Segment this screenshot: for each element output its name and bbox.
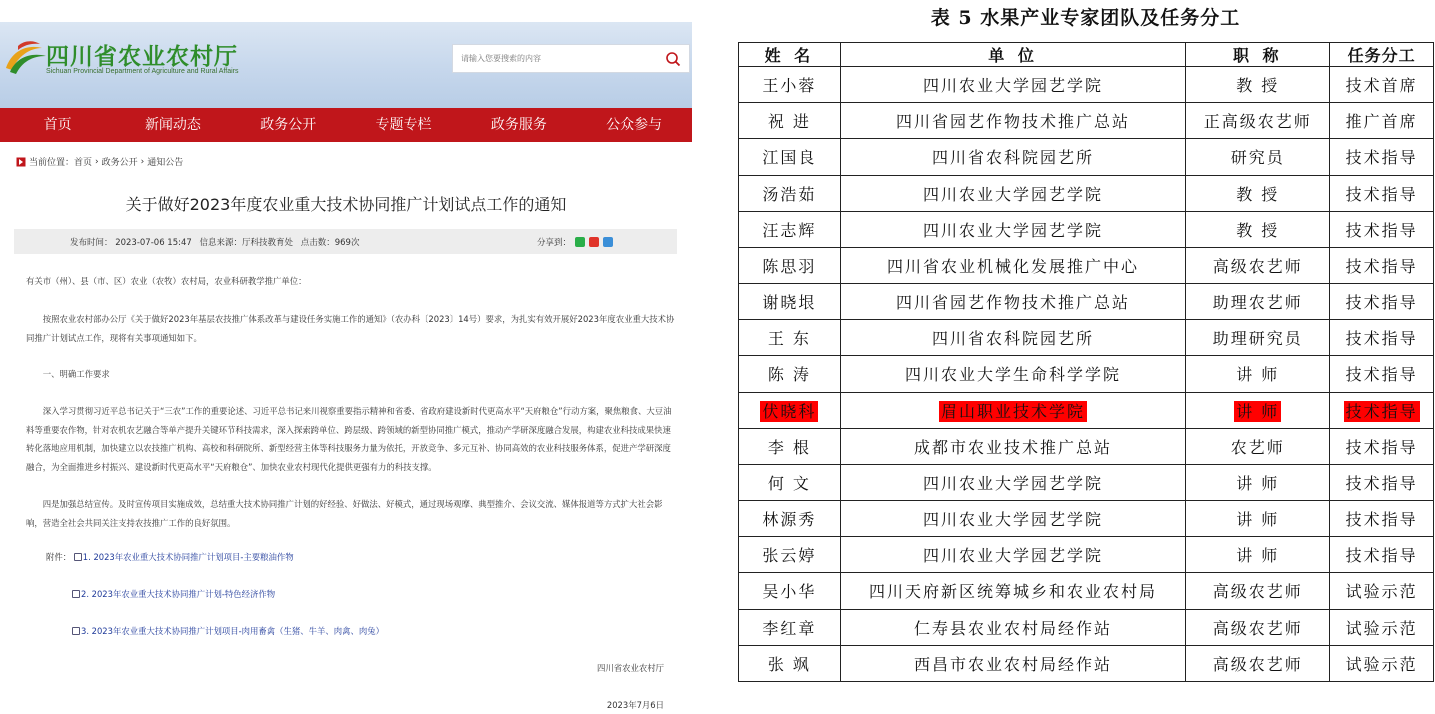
- cell-name-text: 汪志辉: [762, 220, 817, 240]
- cell-title-text: 讲 师: [1236, 510, 1280, 530]
- cell-name-text: 祝 进: [767, 112, 811, 132]
- header-title: 职 称: [1186, 43, 1330, 67]
- cell-name: [739, 67, 841, 103]
- attachment-row: [46, 551, 294, 563]
- cell-unit-text: 四川省农业机械化发展推广中心: [887, 256, 1140, 276]
- cell-unit: [840, 247, 1186, 283]
- cell-title-text: 讲 师: [1236, 546, 1280, 566]
- cell-name: [739, 284, 841, 320]
- weibo-share-icon[interactable]: [589, 237, 599, 247]
- cell-name: [739, 139, 841, 175]
- cell-unit: [840, 501, 1186, 537]
- site-name-en: Sichuan Provincial Department of Agriculture and Rural Affairs: [46, 68, 239, 75]
- cell-unit: [840, 573, 1186, 609]
- paragraph-intro: 按照农业农村部办公厅《关于做好2023年基层农技推广体系改革与建设任务实施工作的通知》（农办科〔2023〕14号）要求，为扎实有效开展好2023年度农业重大技术协同推广计划试点工作，现将有关事项通知如下。: [26, 314, 675, 343]
- cell-name-text: 伏晓科: [762, 401, 817, 421]
- table-body: [739, 67, 1434, 682]
- header-name: 姓 名: [739, 43, 841, 67]
- cell-task: [1330, 284, 1434, 320]
- paragraph-requirements: 深入学习贯彻习近平总书记关于“三农”工作的重要论述、习近平总书记来川视察重要指示精神和省委、省政府建设新时代更高水平“天府粮仓”行动方案，聚焦粮食、大豆油料等重要农作物，针对农机农艺融合等单产提升关键环节科技需求，深入探索跨单位、跨层级、跨领域的新型协同推广模式，推动产学研深度融合发展，构建农业科技成果快速转化落地应用机制，加快建立以农技推广机构、高校和科研院所、新型经营主体等科技服务力量为依托，开放竞争、多元互补、协同高效的农业科技服务体系，促进产学研深度融合，为全面推进乡村振兴、建设新时代更高水平“天府粮仓”、加快农业农村现代化提供更强有力的科技支撑。: [26, 406, 672, 472]
- cell-title-text: 讲 师: [1236, 473, 1280, 493]
- cell-task-text: 技术指导: [1345, 473, 1418, 493]
- cell-task: [1330, 537, 1434, 573]
- nav-public-participation[interactable]: 公众参与: [606, 117, 663, 133]
- cell-task: [1330, 573, 1434, 609]
- cell-unit: [840, 645, 1186, 681]
- website-screenshot: [0, 22, 692, 714]
- header-task-label: 任务分工: [1347, 46, 1416, 65]
- cell-task: [1330, 356, 1434, 392]
- breadcrumb-gov-affairs[interactable]: 政务公开: [101, 158, 138, 168]
- cell-name-text: 吴小华: [762, 582, 817, 602]
- table-header-row: [739, 43, 1434, 67]
- cell-unit: [840, 356, 1186, 392]
- cell-unit-text: 西昌市农业农村局经作站: [914, 654, 1113, 674]
- table-row: [739, 609, 1434, 645]
- cell-title: [1186, 428, 1330, 464]
- cell-title: [1186, 320, 1330, 356]
- breadcrumb-separator: ›: [95, 156, 99, 167]
- cell-title-text: 高级农艺师: [1212, 582, 1303, 602]
- cell-task: [1330, 211, 1434, 247]
- cell-title: [1186, 67, 1330, 103]
- cell-unit-text: 四川省园艺作物技术推广总站: [896, 293, 1131, 313]
- cell-unit-text: 四川农业大学园艺学院: [923, 546, 1104, 566]
- cell-title: [1186, 103, 1330, 139]
- cell-unit: [840, 320, 1186, 356]
- cell-title-text: 高级农艺师: [1212, 256, 1303, 276]
- logo-icon[interactable]: [2, 38, 50, 78]
- article-title: 关于做好2023年度农业重大技术协同推广计划试点工作的通知: [125, 195, 567, 214]
- breadcrumb-home[interactable]: 首页: [74, 158, 93, 168]
- breadcrumb-label: 当前位置：: [29, 158, 75, 168]
- main-nav: [0, 108, 692, 142]
- cell-task-text: 技术指导: [1345, 437, 1418, 457]
- cell-task: [1330, 501, 1434, 537]
- table-row: [739, 501, 1434, 537]
- cell-unit-text: 四川农业大学园艺学院: [923, 220, 1104, 240]
- cell-task: [1330, 464, 1434, 500]
- cell-title: [1186, 537, 1330, 573]
- breadcrumb-separator: ›: [140, 156, 145, 167]
- table-row: [739, 284, 1434, 320]
- cell-unit: [840, 103, 1186, 139]
- cell-task-text: 推广首席: [1345, 112, 1418, 132]
- attachment-row: [72, 625, 384, 637]
- table-row: [739, 573, 1434, 609]
- publish-time: 发布时间： 2023-07-06 15:47: [70, 238, 192, 248]
- cell-name: [739, 645, 841, 681]
- cell-title: [1186, 139, 1330, 175]
- cell-task-text: 技术指导: [1345, 220, 1418, 240]
- cell-title-text: 正高级农艺师: [1203, 112, 1312, 132]
- attachment-icon: [74, 553, 82, 561]
- cell-task: [1330, 320, 1434, 356]
- cell-title-text: 助理农艺师: [1212, 293, 1303, 313]
- cell-title: [1186, 392, 1330, 428]
- cell-task-text: 技术指导: [1345, 293, 1418, 313]
- article-meta-bar: [14, 229, 677, 254]
- cell-task-text: 技术指导: [1345, 510, 1418, 530]
- expert-table-panel: [736, 0, 1435, 714]
- table-row: [739, 103, 1434, 139]
- cell-unit: [840, 537, 1186, 573]
- cell-task-text: 技术指导: [1345, 546, 1418, 566]
- table-row: [739, 175, 1434, 211]
- cell-title: [1186, 501, 1330, 537]
- cell-title-text: 农艺师: [1230, 437, 1285, 457]
- cell-task-text: 技术指导: [1345, 256, 1418, 276]
- cell-task: [1330, 645, 1434, 681]
- table-row: [739, 320, 1434, 356]
- cell-title-text: 教 授: [1236, 220, 1280, 240]
- table-row: [739, 67, 1434, 103]
- cell-unit: [840, 175, 1186, 211]
- qzone-share-icon[interactable]: [603, 237, 613, 247]
- table-row: [739, 428, 1434, 464]
- info-source: 信息来源：厅科技教育处: [199, 238, 294, 248]
- attachment-link-text: 3. 2023年农业重大技术协同推广计划项目-肉用畜禽（生猪、牛羊、肉禽、肉兔）: [81, 626, 384, 636]
- cell-title-text: 讲 师: [1236, 365, 1280, 385]
- nav-home[interactable]: 首页: [43, 117, 72, 133]
- cell-title: [1186, 464, 1330, 500]
- cell-title-text: 助理研究员: [1212, 329, 1303, 349]
- article-meta: [70, 236, 364, 248]
- cell-name: [739, 392, 841, 428]
- cell-task: [1330, 247, 1434, 283]
- attachment-link-3[interactable]: [72, 626, 384, 636]
- cell-name-text: 陈 涛: [767, 365, 811, 385]
- cell-task-text: 技术指导: [1345, 329, 1418, 349]
- table-row-highlighted: [739, 392, 1434, 428]
- expert-table: [738, 42, 1434, 682]
- cell-name-text: 李 根: [767, 437, 811, 457]
- cell-name: [739, 320, 841, 356]
- cell-unit-text: 仁寿县农业农村局经作站: [914, 618, 1113, 638]
- section-heading: 一、明确工作要求: [42, 369, 110, 379]
- table-row: [739, 464, 1434, 500]
- cell-name-text: 谢晓垠: [762, 293, 817, 313]
- cell-unit: [840, 609, 1186, 645]
- addressee: 有关市（州）、县（市、区）农业（农牧）农村局，农业科研教学推广单位：: [26, 276, 307, 286]
- cell-name-text: 张 飒: [767, 654, 811, 674]
- cell-title: [1186, 175, 1330, 211]
- cell-unit-text: 四川天府新区统筹城乡和农业农村局: [869, 582, 1158, 602]
- cell-title: [1186, 356, 1330, 392]
- cell-unit-text: 四川农业大学园艺学院: [923, 184, 1104, 204]
- table-row: [739, 247, 1434, 283]
- wechat-share-icon[interactable]: [575, 237, 585, 247]
- cell-title-text: 研究员: [1230, 148, 1285, 168]
- cell-task-text: 技术指导: [1345, 401, 1418, 421]
- cell-unit: [840, 428, 1186, 464]
- cell-unit-text: 成都市农业技术推广总站: [914, 437, 1113, 457]
- cell-name-text: 王 东: [767, 329, 811, 349]
- cell-task: [1330, 67, 1434, 103]
- site-name[interactable]: 四川省农业农村厅: [46, 44, 238, 70]
- cell-title: [1186, 284, 1330, 320]
- cell-name: [739, 103, 841, 139]
- breadcrumb-notices[interactable]: 通知公告: [147, 158, 184, 168]
- cell-name-text: 汤浩茹: [762, 184, 817, 204]
- cell-name: [739, 573, 841, 609]
- cell-unit: [840, 464, 1186, 500]
- cell-unit-text: 四川农业大学生命科学学院: [905, 365, 1122, 385]
- header-task: [1330, 43, 1434, 67]
- cell-title: [1186, 211, 1330, 247]
- table-row: [739, 211, 1434, 247]
- cell-title: [1186, 609, 1330, 645]
- cell-task-text: 试验示范: [1345, 618, 1418, 638]
- table-row: [739, 537, 1434, 573]
- attachment-link-1[interactable]: [74, 552, 294, 562]
- attachments-label: 附件：: [46, 552, 72, 562]
- table-row: [739, 645, 1434, 681]
- attachment-link-2[interactable]: [72, 589, 275, 599]
- attachment-row: [72, 588, 275, 600]
- cell-title-text: 教 授: [1236, 184, 1280, 204]
- cell-unit: [840, 211, 1186, 247]
- attachment-icon: [72, 627, 80, 635]
- cell-title-text: 高级农艺师: [1212, 618, 1303, 638]
- cell-unit-text: 四川省农科院园艺所: [932, 148, 1095, 168]
- nav-gov-affairs[interactable]: 政务公开: [260, 117, 317, 133]
- cell-task-text: 试验示范: [1345, 582, 1418, 602]
- breadcrumb: [16, 155, 183, 168]
- header-unit: 单 位: [840, 43, 1186, 67]
- cell-name: [739, 464, 841, 500]
- cell-name-text: 王小蓉: [762, 76, 817, 96]
- cell-title: [1186, 247, 1330, 283]
- search-icon[interactable]: [665, 51, 681, 67]
- share-label: 分享到：: [537, 238, 572, 248]
- cell-title-text: 教 授: [1236, 76, 1280, 96]
- cell-unit: [840, 392, 1186, 428]
- cell-title-text: 讲 师: [1236, 401, 1280, 421]
- cell-task: [1330, 392, 1434, 428]
- location-icon: [16, 157, 26, 167]
- nav-special-topics[interactable]: 专题专栏: [375, 117, 432, 133]
- cell-name: [739, 609, 841, 645]
- cell-title-text: 高级农艺师: [1212, 654, 1303, 674]
- cell-unit-text: 四川农业大学园艺学院: [923, 473, 1104, 493]
- table-title: 表 5 水果产业专家团队及任务分工: [930, 7, 1241, 29]
- cell-unit-text: 眉山职业技术学院: [941, 401, 1086, 421]
- cell-task: [1330, 175, 1434, 211]
- cell-name: [739, 211, 841, 247]
- cell-task: [1330, 609, 1434, 645]
- cell-name-text: 林源秀: [762, 510, 817, 530]
- cell-name-text: 陈思羽: [762, 256, 817, 276]
- signature: 四川省农业农村厅: [597, 663, 664, 673]
- cell-name: [739, 247, 841, 283]
- signature-date: 2023年7月6日: [606, 700, 664, 710]
- cell-name: [739, 501, 841, 537]
- cell-task: [1330, 103, 1434, 139]
- cell-name: [739, 175, 841, 211]
- cell-name: [739, 428, 841, 464]
- cell-title: [1186, 645, 1330, 681]
- table-row: [739, 356, 1434, 392]
- cell-name-text: 张云婷: [762, 546, 817, 566]
- share-bar: [537, 236, 613, 248]
- search-input[interactable]: [453, 45, 658, 72]
- nav-gov-services[interactable]: 政务服务: [490, 117, 547, 133]
- cell-task-text: 技术指导: [1345, 148, 1418, 168]
- cell-name-text: 何 文: [767, 473, 811, 493]
- cell-unit: [840, 67, 1186, 103]
- cell-task-text: 试验示范: [1345, 654, 1418, 674]
- cell-unit-text: 四川省农科院园艺所: [932, 329, 1095, 349]
- attachment-link-text: 1. 2023年农业重大技术协同推广计划项目-主要粮油作物: [82, 552, 294, 562]
- cell-name-text: 江国良: [762, 148, 817, 168]
- click-count: 点击数：969次: [300, 238, 360, 248]
- cell-task-text: 技术指导: [1345, 184, 1418, 204]
- attachment-link-text: 2. 2023年农业重大技术协同推广计划-特色经济作物: [81, 589, 276, 599]
- cell-task-text: 技术首席: [1345, 76, 1418, 96]
- cell-name: [739, 356, 841, 392]
- cell-unit: [840, 284, 1186, 320]
- attachment-icon: [72, 590, 80, 598]
- cell-unit-text: 四川农业大学园艺学院: [923, 510, 1104, 530]
- cell-title: [1186, 573, 1330, 609]
- cell-task-text: 技术指导: [1345, 365, 1418, 385]
- site-header: [0, 22, 692, 108]
- cell-task: [1330, 139, 1434, 175]
- table-row: [739, 139, 1434, 175]
- cell-unit-text: 四川省园艺作物技术推广总站: [896, 112, 1131, 132]
- cell-unit: [840, 139, 1186, 175]
- search-box: [452, 44, 690, 73]
- cell-name: [739, 537, 841, 573]
- cell-name-text: 李红章: [762, 618, 817, 638]
- cell-task: [1330, 428, 1434, 464]
- cell-unit-text: 四川农业大学园艺学院: [923, 76, 1104, 96]
- paragraph-publicity: 四是加强总结宣传。及时宣传项目实施成效，总结重大技术协同推广计划的好经验、好做法、好模式，通过现场观摩、典型推介、会议交流、媒体报道等方式扩大社会影响，营造全社会共同关注支持农技推广工作的良好氛围。: [26, 499, 663, 528]
- nav-news[interactable]: 新闻动态: [144, 117, 201, 133]
